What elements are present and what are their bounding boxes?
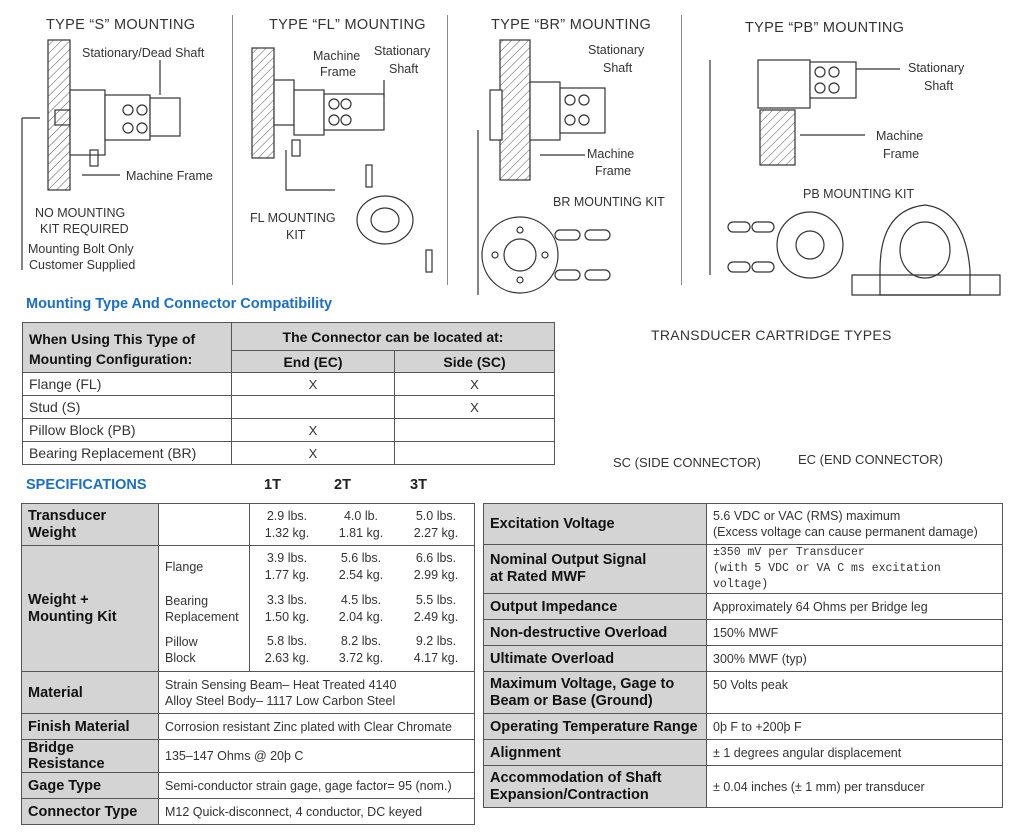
spec-label-line: Maximum Voltage, Gage to [490, 675, 675, 692]
value-kg: 1.77 kg. [264, 567, 310, 582]
spec-value: 0þ F to +200þ F [707, 714, 1003, 740]
sublabel-line: Block [165, 651, 196, 666]
kit-2t [324, 630, 398, 672]
compat-col0-line1: When Using This Type of [29, 330, 196, 347]
value-kg: 1.81 kg. [338, 525, 384, 540]
pb-shaft-label-1: Stationary [908, 61, 965, 75]
value-lbs: 6.6 lbs. [415, 550, 457, 565]
compat-table [22, 322, 555, 465]
spec-label-line: Transducer [28, 507, 107, 524]
kit-2t [324, 546, 398, 588]
spec-label: Finish Material [22, 714, 159, 740]
table-row [484, 620, 1003, 646]
spec-value [159, 672, 475, 714]
kit-3t [398, 630, 475, 672]
pb-frame-label-2: Frame [883, 147, 920, 161]
spec-label-line: Accommodation of Shaft [490, 769, 662, 786]
value-lbs: 3.3 lbs. [266, 592, 308, 607]
sublabel-line: Replacement [165, 609, 239, 624]
value-kg: 2.99 kg. [413, 567, 459, 582]
spec-value: Semi-conductor strain gage, gage factor= 95 (nom.) [159, 773, 475, 799]
value-lbs: 8.2 lbs. [340, 634, 382, 649]
type-pb-title: TYPE “PB” MOUNTING [745, 20, 905, 36]
spec-value: M12 Quick-disconnect, 4 conductor, DC keyed [159, 799, 475, 825]
table-row [484, 504, 1003, 545]
spec-label [22, 504, 159, 546]
spec-label [484, 672, 707, 714]
spec-label-line: Expansion/Contraction [490, 786, 649, 803]
value-lbs: 3.9 lbs. [266, 550, 308, 565]
spec-label: Bridge Resistance [22, 740, 159, 773]
specs-left-table [21, 503, 475, 825]
br-shaft-label-1: Stationary [588, 43, 645, 57]
divider [232, 15, 233, 285]
kit-3t [398, 546, 475, 588]
table-row [23, 419, 555, 442]
size-2t: 2T [334, 477, 351, 493]
value-line: Strain Sensing Beam– Heat Treated 4140 [165, 677, 397, 692]
spec-label: Non-destructive Overload [484, 620, 707, 646]
s-shaft-label: Stationary/Dead Shaft [82, 46, 205, 60]
pb-frame-label-1: Machine [876, 129, 924, 143]
table-row [23, 442, 555, 465]
s-no-kit-2: KIT REQUIRED [40, 222, 129, 236]
value-line: (Excess voltage can cause permanent damage) [713, 525, 978, 539]
sublabel-line: Pillow [165, 635, 198, 650]
divider [681, 15, 682, 285]
weight-3t [398, 504, 475, 546]
table-row [22, 672, 475, 714]
compat-col0-line2: Mounting Configuration: [29, 350, 193, 367]
value-line: (with 5 VDC or VA C ms excitation voltage) [713, 562, 941, 591]
compat-sc: X [395, 396, 555, 419]
value-kg: 2.04 kg. [338, 609, 384, 624]
spec-label: Ultimate Overload [484, 646, 707, 672]
spec-sublabel [159, 504, 250, 546]
spec-label [484, 545, 707, 594]
spec-label-line: Beam or Base (Ground) [490, 692, 653, 709]
s-bolt-1: Mounting Bolt Only [28, 242, 134, 256]
s-bolt-2: Customer Supplied [29, 258, 136, 272]
value-kg: 1.50 kg. [264, 609, 310, 624]
fl-shaft-label-2: Shaft [389, 62, 419, 76]
spec-value: 300% MWF (typ) [707, 646, 1003, 672]
spec-label-line: Weight + [28, 591, 89, 608]
value-kg: 2.49 kg. [413, 609, 459, 624]
value-kg: 1.32 kg. [264, 525, 310, 540]
s-no-kit-1: NO MOUNTING [35, 206, 126, 220]
compat-type: Pillow Block (PB) [23, 419, 232, 442]
spec-value: ± 0.04 inches (± 1 mm) per transducer [707, 766, 1003, 808]
value-lbs: 5.8 lbs. [266, 634, 308, 649]
s-frame-label: Machine Frame [126, 169, 213, 183]
compat-ec: X [232, 419, 395, 442]
pb-shaft-label-2: Shaft [924, 79, 954, 93]
weight-1t [250, 504, 325, 546]
compat-col0-header [23, 323, 232, 373]
value-kg: 4.17 kg. [413, 651, 459, 666]
table-row [484, 594, 1003, 620]
compat-group-header: The Connector can be located at: [232, 323, 555, 351]
spec-label [22, 546, 159, 672]
fl-frame-label-1: Machine [313, 49, 361, 63]
divider [447, 15, 448, 285]
spec-label: Output Impedance [484, 594, 707, 620]
br-kit-label: BR MOUNTING KIT [553, 195, 665, 209]
type-s-title: TYPE “S” MOUNTING [46, 17, 196, 33]
value-line: 5.6 VDC or VAC (RMS) maximum [713, 509, 901, 523]
spec-label: Gage Type [22, 773, 159, 799]
spec-value: 50 Volts peak [707, 672, 1003, 714]
pb-kit-label: PB MOUNTING KIT [803, 187, 915, 201]
value-kg: 2.63 kg. [264, 651, 310, 666]
table-row [22, 504, 475, 546]
sublabel-line: Flange [165, 559, 204, 574]
spec-label-line: Nominal Output Signal [490, 552, 647, 568]
spec-value [707, 504, 1003, 545]
table-row [22, 546, 475, 588]
value-lbs: 9.2 lbs. [415, 634, 457, 649]
table-row [23, 373, 555, 396]
specs-right-table [483, 503, 1003, 808]
kit-3t [398, 588, 475, 630]
value-line: ±350 mV per Transducer [713, 546, 865, 559]
cartridge-ec-label: EC (END CONNECTOR) [798, 452, 943, 467]
spec-sublabel [159, 630, 250, 672]
fl-frame-label-2: Frame [320, 65, 357, 79]
value-lbs: 4.5 lbs. [340, 592, 382, 607]
table-row [484, 672, 1003, 714]
spec-label-line: Weight [28, 524, 77, 541]
value-lbs: 5.0 lbs. [415, 508, 457, 523]
compat-ec: X [232, 442, 395, 465]
kit-1t [250, 630, 325, 672]
fl-shaft-label-1: Stationary [374, 44, 431, 58]
kit-2t [324, 588, 398, 630]
spec-value [707, 545, 1003, 594]
compat-sc [395, 419, 555, 442]
compat-heading: Mounting Type And Connector Compatibility [26, 296, 333, 312]
br-frame-label-1: Machine [587, 147, 635, 161]
table-row [22, 799, 475, 825]
compat-type: Flange (FL) [23, 373, 232, 396]
compat-type: Bearing Replacement (BR) [23, 442, 232, 465]
cartridge-sc-label: SC (SIDE CONNECTOR) [613, 455, 761, 470]
type-br-drawing [478, 40, 610, 295]
spec-label-line: Mounting Kit [28, 608, 117, 625]
kit-1t [250, 546, 325, 588]
table-row [484, 545, 1003, 594]
kit-1t [250, 588, 325, 630]
spec-label [484, 504, 707, 545]
spec-label: Operating Temperature Range [484, 714, 707, 740]
table-row [484, 766, 1003, 808]
value-line: Alloy Steel Body– 1117 Low Carbon Steel [165, 693, 396, 708]
table-row [22, 773, 475, 799]
table-row [23, 396, 555, 419]
table-row [484, 740, 1003, 766]
value-lbs: 4.0 lb. [343, 508, 379, 523]
table-row [22, 740, 475, 773]
spec-label-line: at Rated MWF [490, 569, 586, 585]
compat-type: Stud (S) [23, 396, 232, 419]
spec-value: 150% MWF [707, 620, 1003, 646]
fl-kit-label-1: FL MOUNTING [250, 211, 336, 225]
weight-2t [324, 504, 398, 546]
spec-label [484, 766, 707, 808]
spec-sublabel [159, 546, 250, 588]
table-row [484, 646, 1003, 672]
br-frame-label-2: Frame [595, 164, 632, 178]
sublabel-line: Bearing [165, 593, 209, 608]
compat-col2-header: Side (SC) [395, 351, 555, 373]
spec-value: 135–147 Ohms @ 20þ C [159, 740, 475, 773]
value-lbs: 5.5 lbs. [415, 592, 457, 607]
spec-value: Approximately 64 Ohms per Bridge leg [707, 594, 1003, 620]
specs-heading: SPECIFICATIONS [26, 477, 147, 493]
size-3t: 3T [410, 477, 427, 493]
fl-kit-label-2: KIT [286, 228, 306, 242]
value-kg: 2.27 kg. [413, 525, 459, 540]
value-lbs: 5.6 lbs. [340, 550, 382, 565]
cartridge-title: TRANSDUCER CARTRIDGE TYPES [651, 327, 892, 343]
compat-col1-header: End (EC) [232, 351, 395, 373]
spec-label: Material [22, 672, 159, 714]
type-pb-drawing [710, 60, 1000, 295]
compat-sc: X [395, 373, 555, 396]
spec-value: Corrosion resistant Zinc plated with Clear Chromate [159, 714, 475, 740]
value-lbs: 2.9 lbs. [266, 508, 308, 523]
table-row [22, 714, 475, 740]
value-kg: 3.72 kg. [338, 651, 384, 666]
spec-value: ± 1 degrees angular displacement [707, 740, 1003, 766]
table-row [484, 714, 1003, 740]
compat-ec: X [232, 373, 395, 396]
type-fl-title: TYPE “FL” MOUNTING [269, 17, 426, 33]
compat-sc [395, 442, 555, 465]
spec-label-line: Excitation Voltage [490, 515, 615, 532]
compat-ec [232, 396, 395, 419]
type-fl-drawing [252, 48, 432, 272]
spec-label: Connector Type [22, 799, 159, 825]
size-1t: 1T [264, 477, 281, 493]
type-br-title: TYPE “BR” MOUNTING [491, 17, 652, 33]
spec-label: Alignment [484, 740, 707, 766]
value-kg: 2.54 kg. [338, 567, 384, 582]
spec-sublabel [159, 588, 250, 630]
br-shaft-label-2: Shaft [603, 61, 633, 75]
